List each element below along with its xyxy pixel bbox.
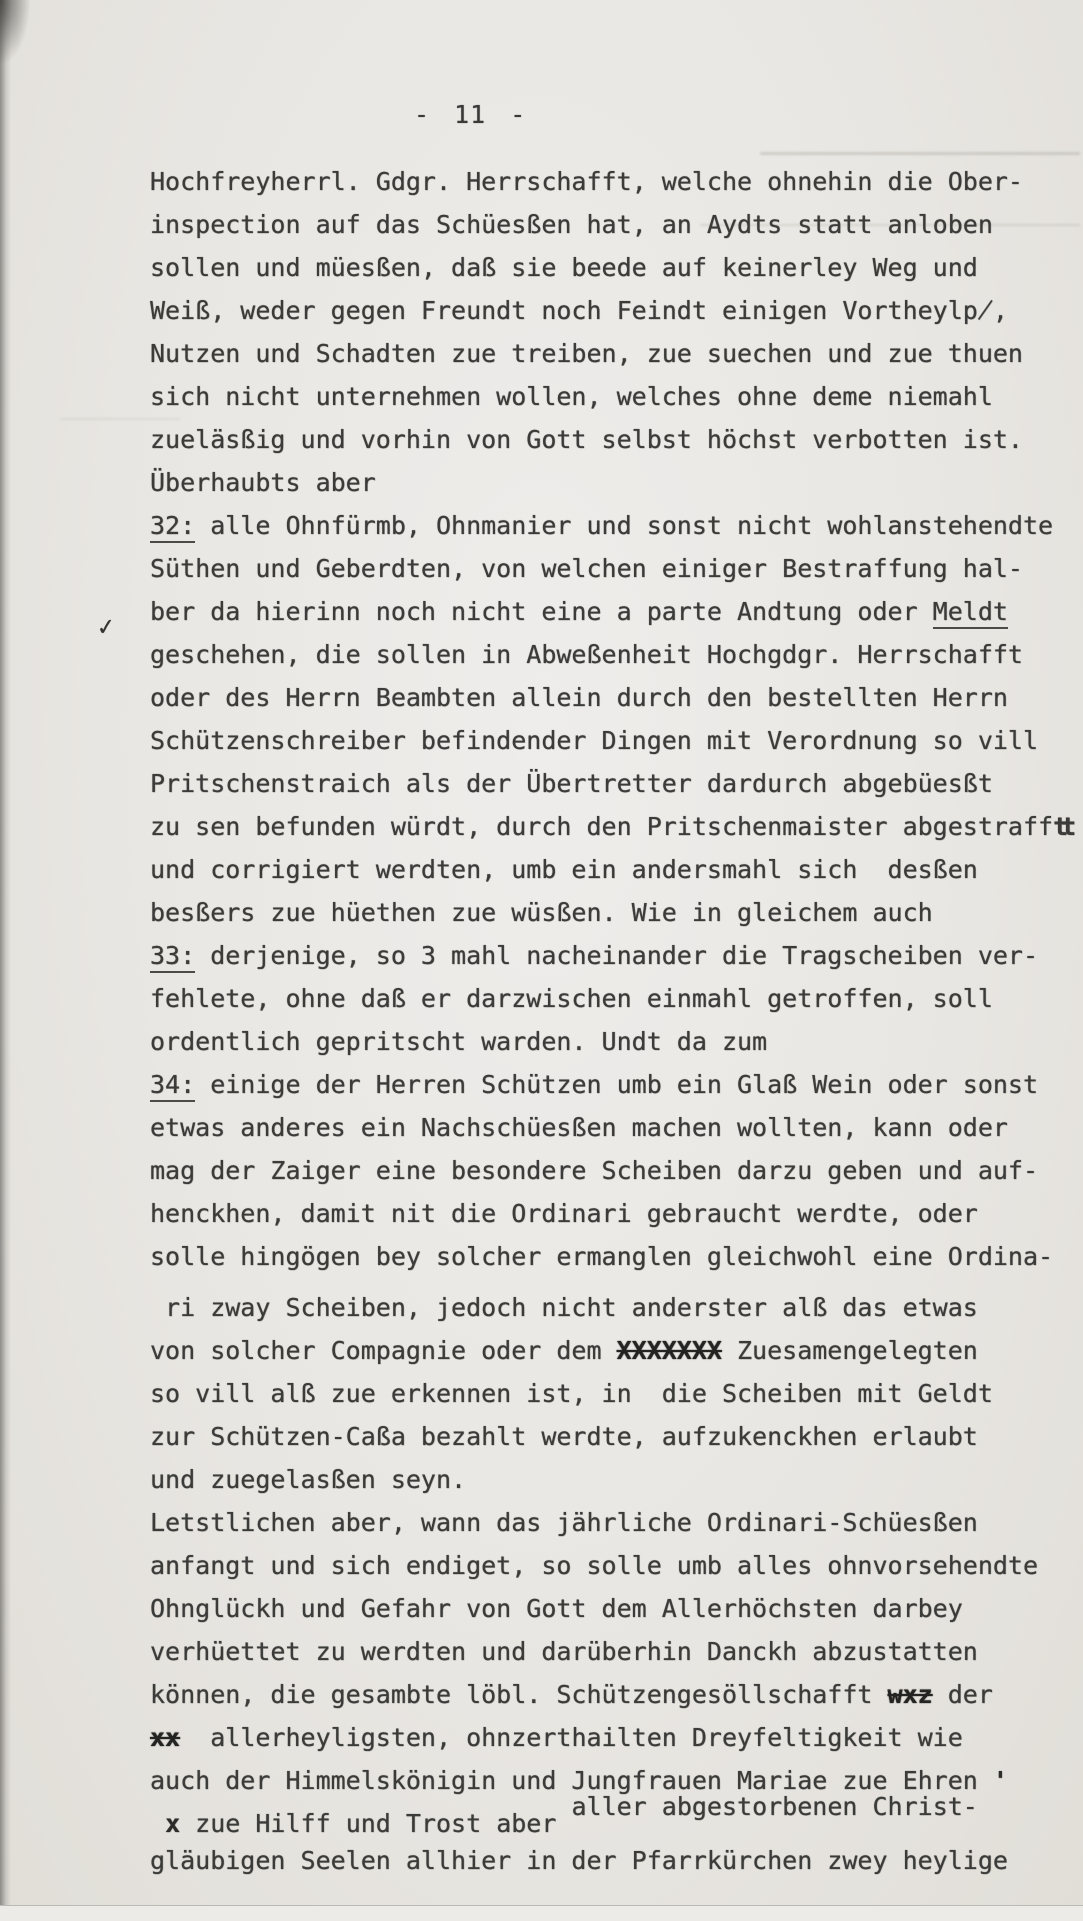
text-segment: auch der Himmelskönigin und Jungfrauen Mariae zue Ehren bbox=[150, 1766, 993, 1795]
scan-artifact bbox=[760, 152, 1080, 155]
text-segment-s: xx bbox=[150, 1723, 181, 1752]
text-segment: ri zway Scheiben, jedoch nicht anderster alß das etwas bbox=[150, 1293, 978, 1322]
text-segment: mag der Zaiger eine besondere Scheiben darzu geben und auf- bbox=[150, 1156, 1039, 1185]
page-edge-bottom bbox=[0, 1905, 1083, 1921]
text-segment: geschehen, die sollen in Abweßenheit Hochgdgr. Herrschafft bbox=[150, 640, 1023, 669]
text-line bbox=[150, 1630, 1080, 1673]
text-segment-s: XXXXXXX bbox=[616, 1336, 722, 1365]
page-edge-left bbox=[0, 0, 11, 1920]
text-line bbox=[150, 332, 1080, 375]
text-line bbox=[150, 590, 1080, 633]
text-segment: Hochfreyherrl. Gdgr. Herrschafft, welche ohnehin die Ober- bbox=[150, 167, 1023, 196]
page-number: - 11 - bbox=[414, 100, 527, 129]
text-segment-s: wxz bbox=[887, 1680, 933, 1709]
text-segment: Letstlichen aber, wann das jährliche Ordinari-Schüesßen bbox=[150, 1508, 978, 1537]
text-segment: Zuesamengelegten bbox=[721, 1336, 978, 1365]
text-line bbox=[150, 160, 1080, 203]
text-line bbox=[150, 1501, 1080, 1544]
text-segment: zue Hilff und Trost aber bbox=[180, 1809, 572, 1838]
text-line bbox=[150, 719, 1080, 762]
text-segment-u: 32: bbox=[150, 511, 195, 543]
text-line bbox=[150, 1458, 1080, 1501]
text-line bbox=[150, 461, 1080, 504]
text-line bbox=[150, 1587, 1080, 1630]
text-line bbox=[150, 1329, 1080, 1372]
text-line bbox=[150, 1235, 1080, 1278]
text-segment-b: x bbox=[165, 1809, 181, 1838]
text-segment-u: 34: bbox=[150, 1070, 195, 1102]
typewritten-text bbox=[150, 160, 1080, 1882]
text-segment: Ohnglückh und Gefahr von Gott dem Allerhöchsten darbey bbox=[150, 1594, 963, 1623]
text-segment: der bbox=[932, 1680, 993, 1709]
text-line bbox=[150, 1063, 1080, 1106]
text-segment: etwas anderes ein Nachschüesßen machen wollten, kann oder bbox=[150, 1113, 1008, 1142]
text-line bbox=[150, 289, 1080, 332]
text-segment-sup: aller abgestorbenen Christ- bbox=[571, 1792, 978, 1821]
text-segment: allerheyligsten, ohnzerthailten Dreyfeltigkeit wie bbox=[180, 1723, 963, 1752]
text-segment: so vill alß zue erkennen ist, in die Scheiben mit Geldt bbox=[150, 1379, 993, 1408]
text-line bbox=[150, 1716, 1080, 1759]
text-segment-u: 33: bbox=[150, 941, 195, 973]
text-segment: Süthen und Geberdten, von welchen einiger Bestraffung hal- bbox=[150, 554, 1023, 583]
text-segment-u: Meldt bbox=[933, 597, 1008, 629]
text-segment: und corrigiert werdten, umb ein andersmahl sich desßen bbox=[150, 855, 978, 884]
text-segment: ordentlich gepritscht warden. Undt da zum bbox=[150, 1027, 768, 1056]
text-segment: von solcher Compagnie oder dem bbox=[150, 1336, 617, 1365]
text-line bbox=[150, 375, 1080, 418]
text-line bbox=[150, 418, 1080, 461]
text-line bbox=[150, 1106, 1080, 1149]
text-line bbox=[150, 1192, 1080, 1235]
text-line bbox=[150, 504, 1080, 547]
text-segment: Überhaubts aber bbox=[150, 468, 376, 497]
text-segment-b: ' bbox=[992, 1766, 1008, 1795]
text-segment: verhüettet zu werdten und darüberhin Danckh abzustatten bbox=[150, 1637, 978, 1666]
text-segment: können, die gesambte löbl. Schützengesöllschafft bbox=[150, 1680, 888, 1709]
text-line bbox=[150, 203, 1080, 246]
text-line bbox=[150, 934, 1080, 977]
text-segment: sich nicht unternehmen wollen, welches ohne deme niemahl bbox=[150, 382, 993, 411]
text-segment: inspection auf das Schüesßen hat, an Aydts statt anloben bbox=[150, 210, 993, 239]
text-line bbox=[150, 805, 1080, 848]
text-segment: einige der Herren Schützen umb ein Glaß Wein oder sonst bbox=[195, 1070, 1039, 1099]
text-line bbox=[150, 1372, 1080, 1415]
text-segment: Pritschenstraich als der Übertretter dardurch abgebüesßt bbox=[150, 769, 993, 798]
text-line bbox=[150, 1673, 1080, 1716]
text-segment: Weiß, weder gegen Freundt noch Feindt einigen Vortheylp̸, bbox=[150, 296, 1008, 325]
text-segment: sollen und müesßen, daß sie beede auf keinerley Weg und bbox=[150, 253, 978, 282]
text-line bbox=[150, 977, 1080, 1020]
text-line bbox=[150, 633, 1080, 676]
text-segment: anfangt und sich endiget, so solle umb alles ohnvorsehendte bbox=[150, 1551, 1039, 1580]
text-line bbox=[150, 891, 1080, 934]
text-segment: derjenige, so 3 mahl nacheinander die Tragscheiben ver- bbox=[195, 941, 1039, 970]
text-segment: henckhen, damit nit die Ordinari gebraucht werdte, oder bbox=[150, 1199, 978, 1228]
text-segment: Nutzen und Schadten zue treiben, zue suechen und zue thuen bbox=[150, 339, 1023, 368]
text-line bbox=[150, 676, 1080, 719]
text-segment: alle Ohnfürmb, Ohnmanier und sonst nicht wohlanstehendte bbox=[195, 511, 1054, 540]
text-segment bbox=[150, 1809, 165, 1838]
text-line bbox=[150, 1286, 1080, 1329]
text-segment: besßers zue hüethen zue wüsßen. Wie in gleichem auch bbox=[150, 898, 933, 927]
text-segment: ber da hierinn noch nicht eine a parte Andtung oder bbox=[150, 597, 933, 626]
text-segment: fehlete, ohne daß er darzwischen einmahl getroffen, soll bbox=[150, 984, 993, 1013]
text-line bbox=[150, 246, 1080, 289]
text-segment-tight: tt bbox=[1053, 812, 1070, 841]
margin-checkmark: ✓ bbox=[96, 611, 116, 643]
text-segment: Schützenschreiber befindender Dingen mit Verordnung so vill bbox=[150, 726, 1039, 755]
text-line bbox=[150, 1149, 1080, 1192]
text-line bbox=[150, 547, 1080, 590]
text-line bbox=[150, 1544, 1080, 1587]
text-segment: zueläsßig und vorhin von Gott selbst höchst verbotten ist. bbox=[150, 425, 1023, 454]
text-line bbox=[150, 1839, 1080, 1882]
text-segment: gläubigen Seelen allhier in der Pfarrkürchen zwey heylige bbox=[150, 1846, 1008, 1875]
text-line bbox=[150, 1020, 1080, 1063]
text-segment: oder des Herrn Beambten allein durch den bestellten Herrn bbox=[150, 683, 1008, 712]
text-line bbox=[150, 762, 1080, 805]
text-line bbox=[150, 1415, 1080, 1458]
text-segment: und zuegelasßen seyn. bbox=[150, 1465, 467, 1494]
text-line bbox=[150, 848, 1080, 891]
text-segment: zu sen befunden würdt, durch den Pritschenmaister abgestraff bbox=[150, 812, 1054, 841]
text-segment: solle hingögen bey solcher ermanglen gleichwohl eine Ordina- bbox=[150, 1242, 1054, 1271]
text-segment: zur Schützen-Caßa bezahlt werdte, aufzukenckhen erlaubt bbox=[150, 1422, 978, 1451]
